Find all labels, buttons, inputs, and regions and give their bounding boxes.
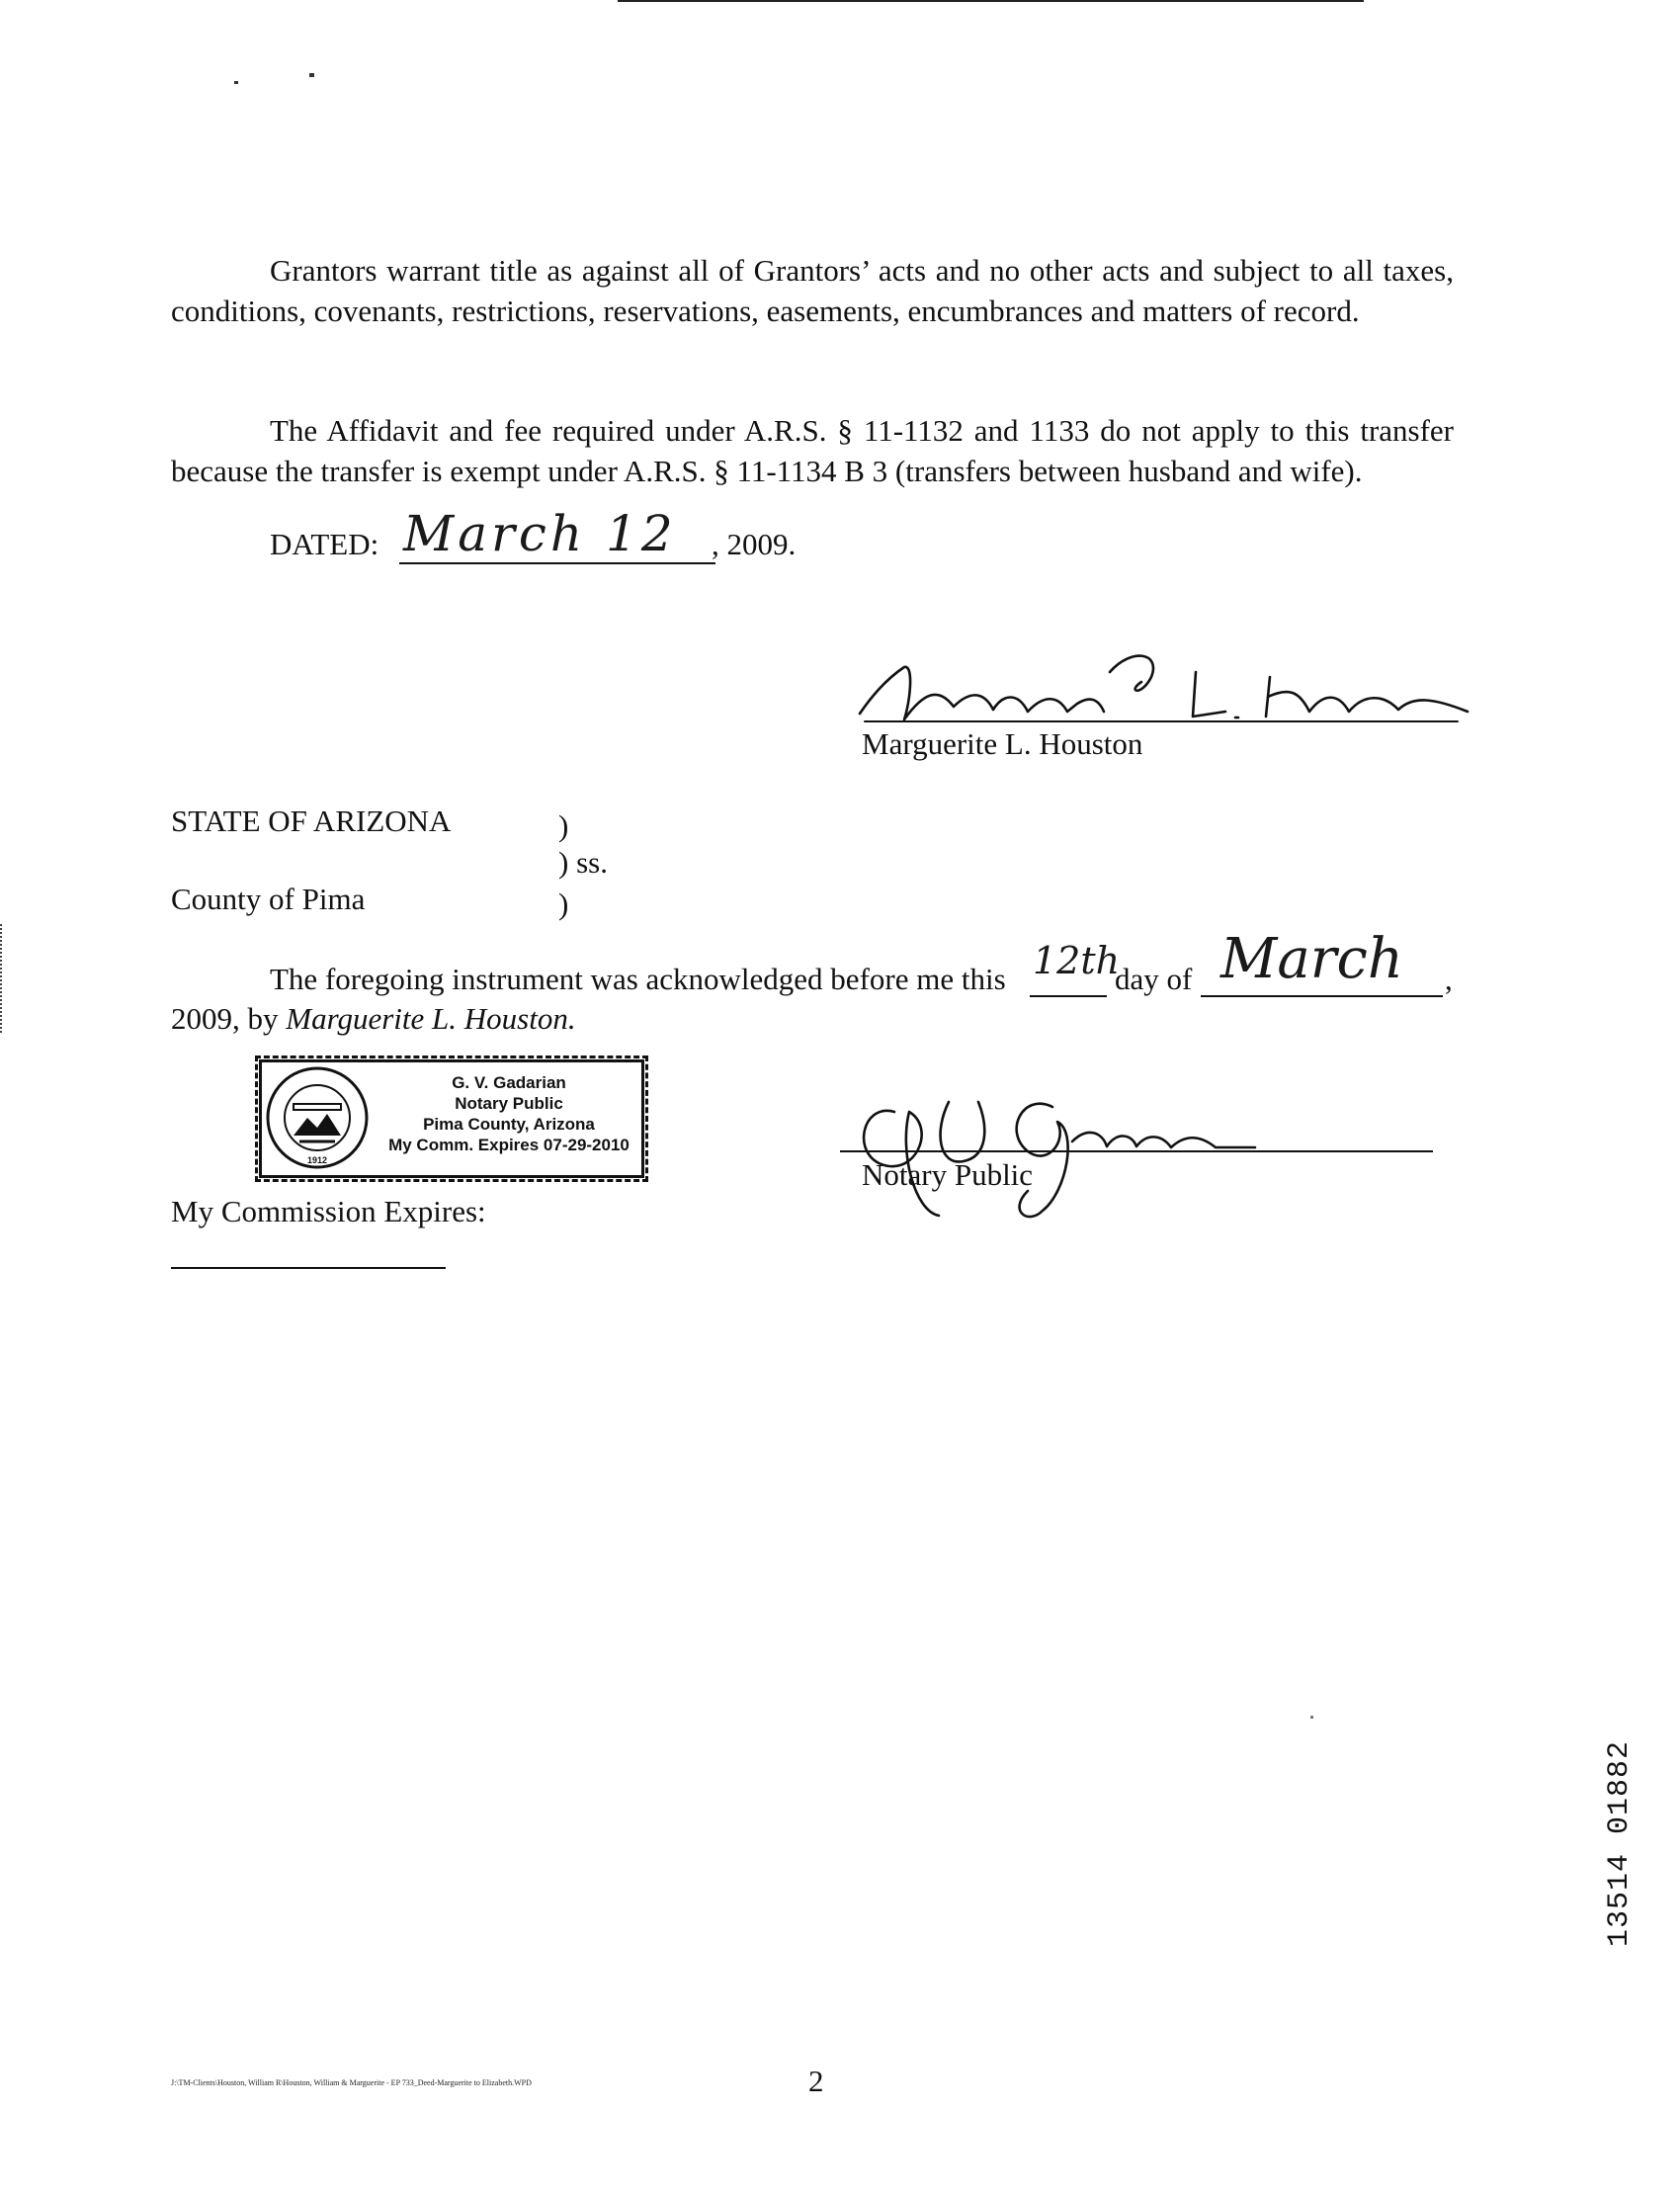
- ack-day-underline: [1030, 995, 1107, 997]
- dated-label: DATED:: [270, 527, 379, 561]
- ack-comma: ,: [1445, 962, 1453, 996]
- commission-label: My Commission Expires:: [171, 1194, 486, 1228]
- ack-line2: [171, 1001, 576, 1037]
- ack-prefix: The foregoing instrument was acknowledged before me this: [270, 962, 1006, 996]
- recording-number: 13514 01882: [1603, 1739, 1637, 1947]
- notary-signature-label: Notary Public: [862, 1157, 1034, 1192]
- dated-year: , 2009.: [712, 527, 797, 561]
- warranty-paragraph: Grantors warrant title as against all of Grantors’ acts and no other acts and subject to all taxes, conditions, covenants, restrictions, reservations, easements, encumbrances and matters of record.: [171, 253, 1454, 328]
- notary-stamp-name: G. V. Gadarian: [452, 1073, 566, 1092]
- venue-paren-3: ): [558, 887, 569, 921]
- scan-edge-mark: [0, 924, 5, 1033]
- venue-paren-1: ): [558, 808, 569, 843]
- scan-speck: [1310, 1716, 1313, 1719]
- grantor-printed-name: Marguerite L. Houston: [862, 726, 1143, 761]
- notary-stamp-county: Pima County, Arizona: [423, 1115, 595, 1134]
- dated-underline: [399, 562, 715, 564]
- ack-handwritten-day: 12th: [1033, 939, 1121, 982]
- dated-handwritten-date: March 12: [403, 505, 677, 562]
- ack-line2-prefix: 2009, by: [171, 1001, 287, 1036]
- commission-underline: [171, 1267, 446, 1269]
- venue-ss: ) ss.: [558, 845, 608, 880]
- grantor-signature: [845, 633, 1477, 741]
- page-number: 2: [808, 2064, 824, 2098]
- footer-file-path: J:\TM-Clients\Houston, William R\Houston, William & Marguerite - EP 733_Deed-Marguerite to Elizabeth.WPD: [171, 2078, 532, 2087]
- ack-line2-name: Marguerite L. Houston.: [286, 1001, 576, 1036]
- scan-speck: [309, 73, 314, 77]
- scan-speck: [234, 81, 238, 84]
- ack-month-underline: [1201, 995, 1443, 997]
- notary-stamp-title: Notary Public: [455, 1094, 563, 1113]
- state-seal-icon: [264, 1064, 371, 1171]
- notary-stamp-text: [377, 1072, 641, 1155]
- ack-handwritten-month: March: [1220, 927, 1403, 991]
- seal-year: 1912: [306, 1155, 328, 1165]
- ack-middle: day of: [1115, 962, 1193, 996]
- notary-stamp-expires: My Comm. Expires 07-29-2010: [388, 1136, 630, 1154]
- venue-state: STATE OF ARIZONA: [171, 803, 452, 838]
- notary-stamp: [255, 1056, 648, 1182]
- affidavit-paragraph: The Affidavit and fee required under A.R.S. § 11-1132 and 1133 do not apply to this transfer because the transfer is exempt under A.R.S. § 11-1134 B 3 (transfers between husband and wife).: [171, 413, 1454, 488]
- scan-top-line: [618, 0, 1364, 2]
- venue-county: County of Pima: [171, 882, 366, 916]
- notary-signature: [840, 1072, 1433, 1230]
